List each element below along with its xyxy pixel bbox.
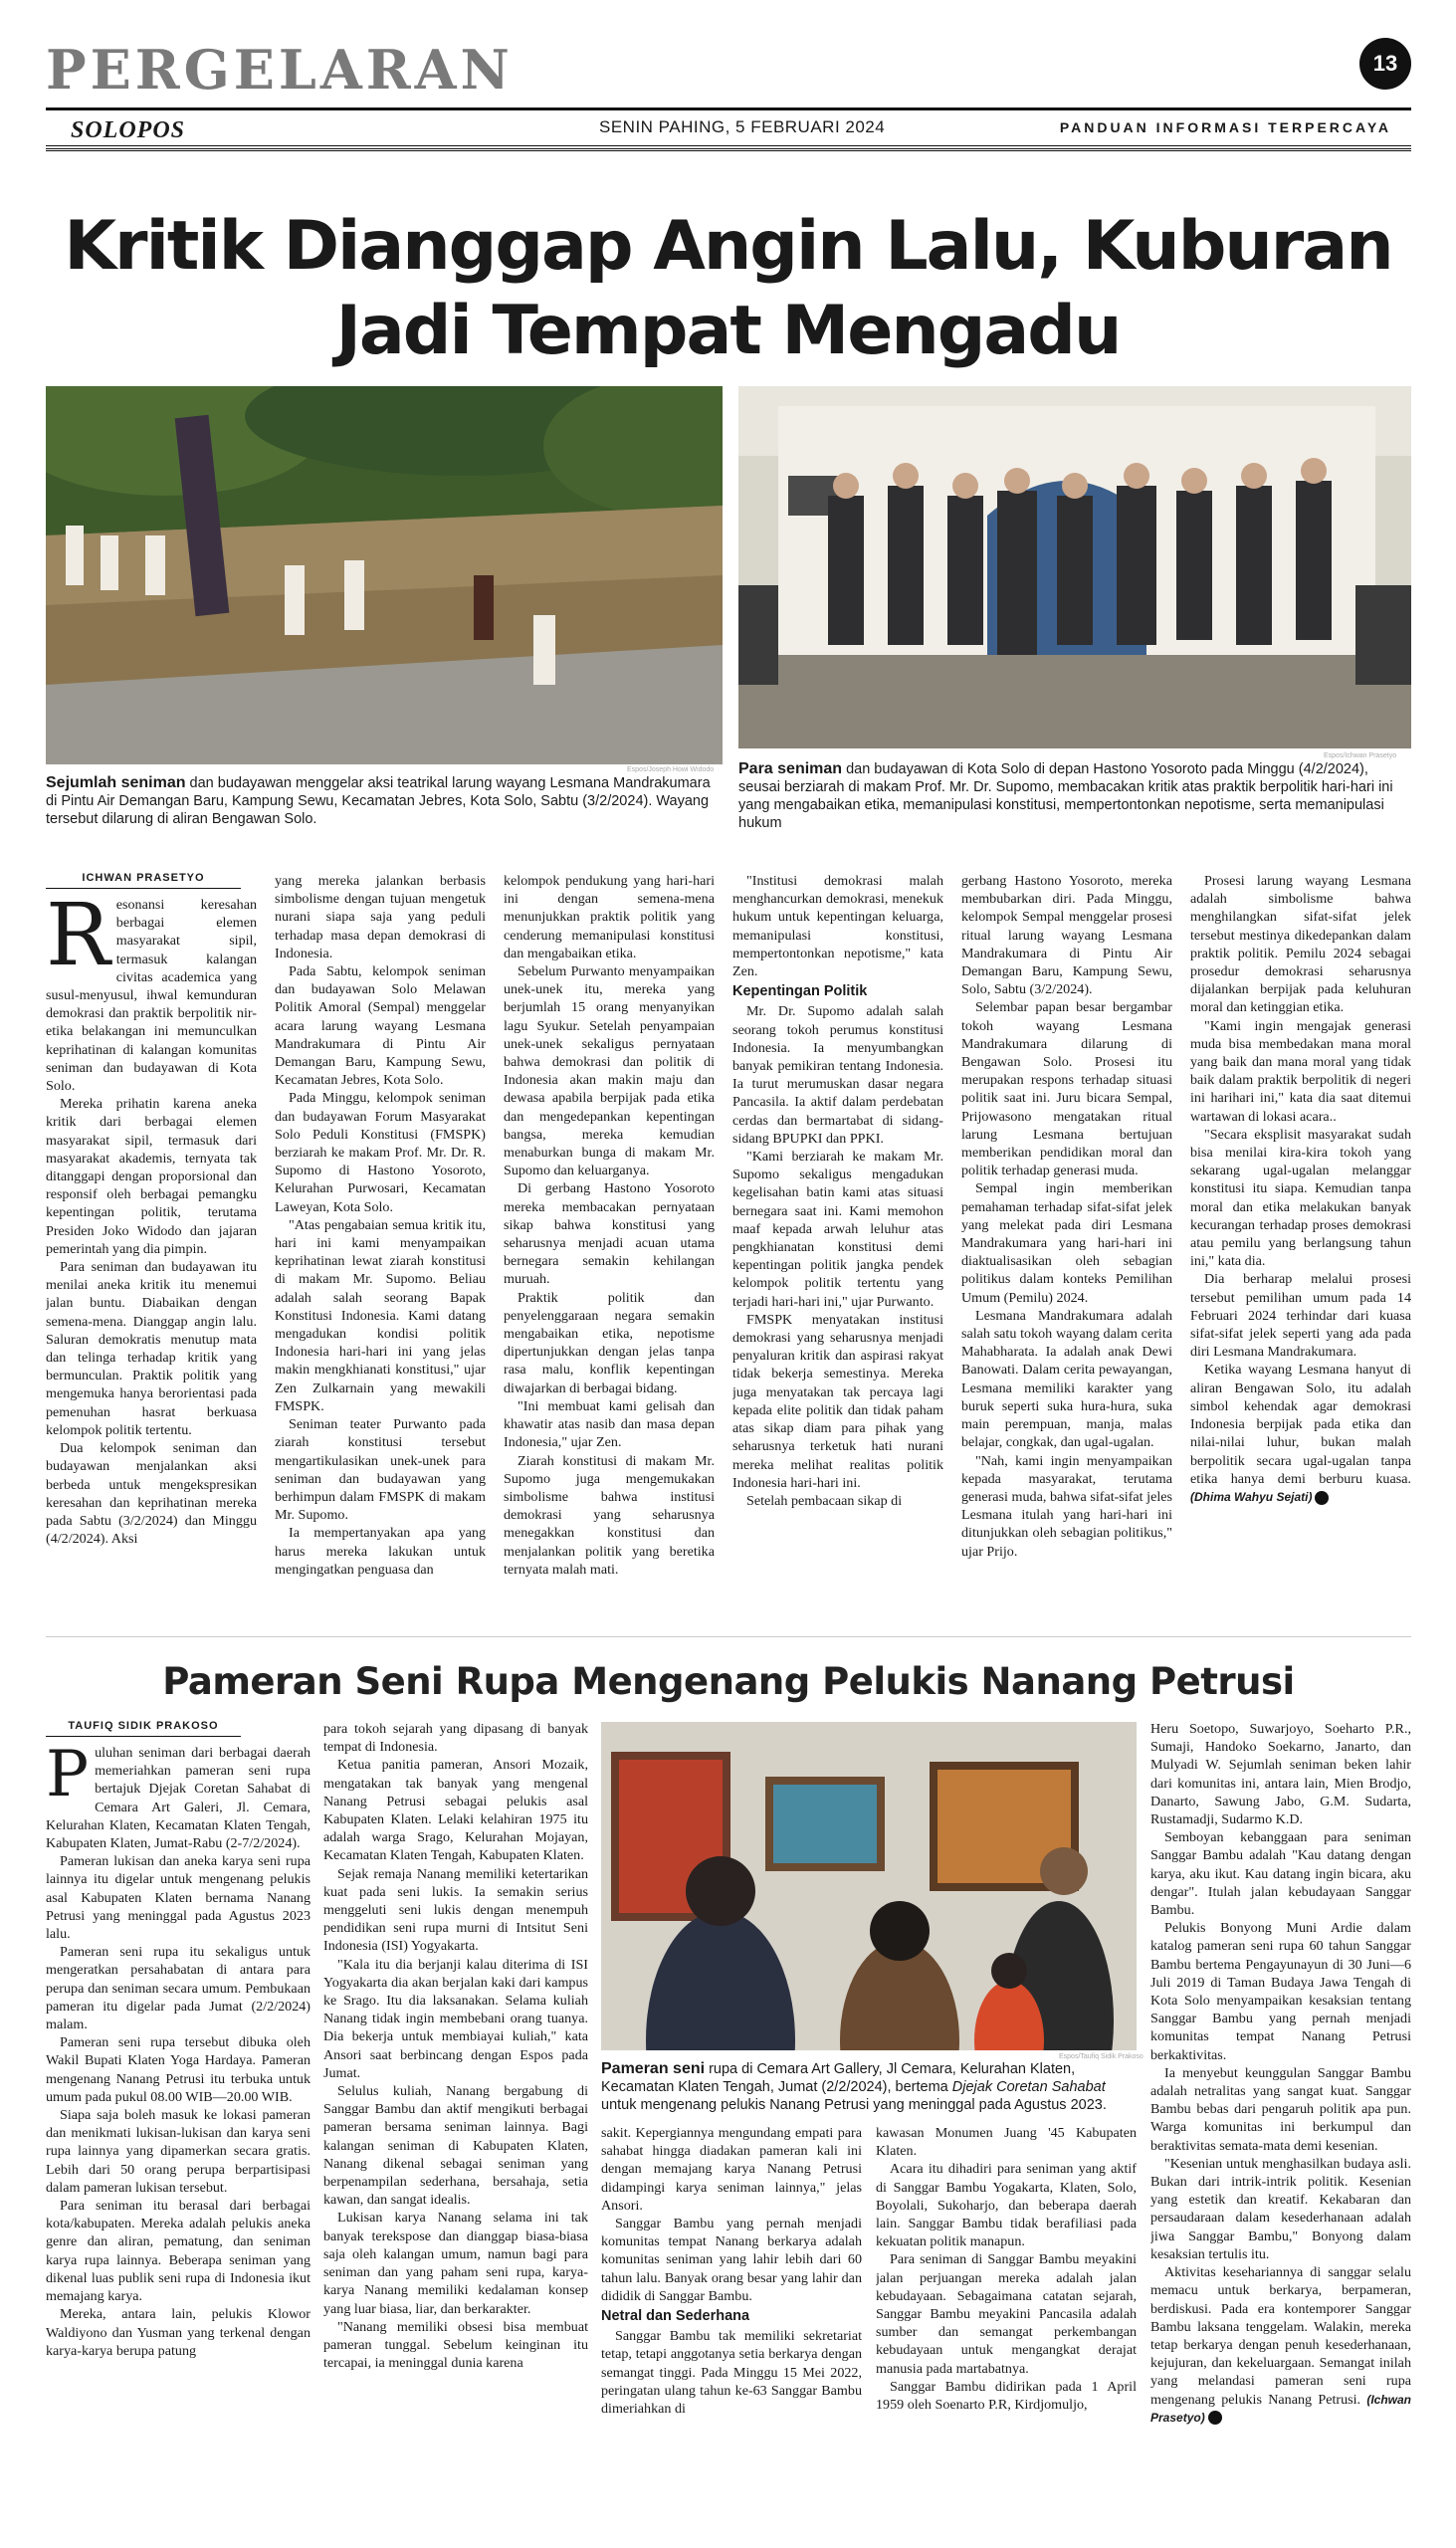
paragraph: Sempal ingin memberikan pemahaman terhadap sifat-sifat jelek yang melekat pada diri Lesmana Mandrakumara yang hari-hari ini diaktualisasikan oleh sebagian politikus dalam konteks Pemilihan Umum (Pemilu) 2024.	[961, 1180, 1172, 1306]
article2-signature: (Ichwan Prasetyo)	[1150, 2392, 1411, 2425]
paragraph: "Secara eksplisit masyarakat sudah bisa menilai kira-kira tokoh yang sekarang ugal-ugalan melanggar konstitusi itu siapa. Kemudian tanpa moral dan etika melakukan banyak kecurangan terhadap proses demokrasi atau pemilu yang berlangsung tahun ini," kata dia.	[1190, 1126, 1411, 1270]
paragraph: Sejak remaja Nanang memiliki ketertarikan kuat pada seni lukis. Ia semakin serius menggeluti seni lukis dengan menempuh pendidikan seni rupa murni di Intsitut Seni Indonesia (ISI) Yogyakarta.	[323, 1865, 588, 1955]
paragraph: FMSPK menyatakan institusi demokrasi yang seharusnya menjadi penyaluran kritik dan aspirasi rakyat tidak bekerja semestinya. Mereka juga menyatakan tak percaya lagi kepada elite politik dan tidak paham atas sikap diam para pihak yang seharusnya terketuk hati nurani mereka melihat realitas politik Indonesia hari-hari ini.	[732, 1311, 943, 1491]
article2-column-3	[601, 2124, 862, 2506]
masthead-double-rule	[46, 145, 1411, 151]
paragraph: esonansi keresahan berbagai elemen masyarakat sipil, termasuk kalangan civitas academica yang susul-menyusul, ihwal kemunduran demokrasi dan praktik berpolitik nir-etika belakangan ini memunculkan keprihatinan di kalangan komunitas seniman dan budayawan di Kota Solo.	[46, 897, 257, 1095]
paragraph: Heru Soetopo, Suwarjoyo, Soeharto P.R., Sumaji, Handoko Soekarno, Janarto, dan Mulyadi W. Sejumlah seniman beken lahir dari komunitas ini, antara lain, Mien Brodjo, Danarto, Sawung Jabo, G.M. Sudarta, Rustamadji, Sudarmo K.D.	[1150, 1721, 1411, 1828]
paragraph: Ketika wayang Lesmana hanyut di aliran Bengawan Solo, itu adalah simbol kehendak agar demokrasi Indonesia berpijak pada etika dan nilai-nilai luhur, bukan malah berpolitik secara ugal-ugalan tanpa etika hanya demi berburu kuasa.	[1190, 1362, 1411, 1487]
photo2-caption	[738, 760, 1411, 832]
paragraph: Dua kelompok seniman dan budayawan menjalankan aksi berbeda untuk mengekspresikan keresahan dan keprihatinan mereka pada Sabtu (3/2/2024) dan Minggu (4/2/2024). Aksi	[46, 1440, 257, 1548]
article2-subheading: Netral dan Sederhana	[601, 2308, 750, 2325]
second-headline: Pameran Seni Rupa Mengenang Pelukis Nanang Petrusi	[162, 1660, 1295, 1703]
art-gallery-illustration	[601, 1722, 1137, 2050]
photo3-credit: Espos/Taufiq Sidik Prakoso	[1059, 2053, 1144, 2060]
paragraph: uluhan seniman dari berbagai daerah memeriahkan pameran seni rupa bertajuk Djejak Coretan Sahabat di Cemara Art Galeri, Jl. Cemara, Kelurahan Klaten, Kecamatan Klaten Tengah, Kabupaten Klaten, Jumat-Rabu (2-7/2/2024).	[46, 1745, 311, 1852]
paragraph: Mr. Dr. Supomo adalah salah seorang tokoh perumus konstitusi Indonesia. Ia menyumbangkan banyak pemikiran tentang Indonesia. Ia turut merumuskan dasar negara Pancasila. Ia aktif dalam perdebatan cerdas dan bermartabat di sidang-sidang BPUPKI dan PPKI.	[732, 1003, 943, 1147]
paragraph: Praktik politik dan penyelenggaraan negara semakin mengabaikan etika, nepotisme dipertunjukkan dengan jelas tanpa rasa malu, konflik kepentingan diwajarkan di berbagai bidang.	[504, 1289, 715, 1396]
article2-column-5	[1150, 1720, 1411, 2506]
paragraph: Para seniman itu berasal dari berbagai kota/kabupaten. Mereka adalah pelukis aneka genre dan aliran, pematung, dan seniman karya rupa lainnya. Beberapa seniman yang dikenal luas publik seni rupa di Indonesia ikut memajang karya.	[46, 2198, 311, 2305]
paragraph: Sanggar Bambu tak memiliki sekretariat tetap, tetapi anggotanya setia berkarya dengan semangat tinggi. Pada Minggu 15 Mei 2022, peringatan ulang tahun ke-63 Sanggar Bambu dimeriahkan di	[601, 2328, 862, 2418]
river-ritual-illustration	[46, 386, 723, 764]
paragraph: "Kala itu dia berjanji kalau diterima di ISI Yogyakarta dia akan berjalan kaki dari kampus ke Srago. Itu dia laksanakan. Selama kuliah Nanang tidak ingin membebani orang tuanya. Dia bekerja untuk membiayai kuliah," kata Ansori saat berbincang dengan Espos pada Jumat.	[323, 1956, 588, 2081]
article2-column-1	[46, 1744, 311, 2505]
photo3-caption-lead: Pameran seni	[601, 2060, 706, 2077]
paragraph: Sanggar Bambu didirikan pada 1 April 1959 oleh Soenarto P.R, Kirdjomuljo,	[876, 2378, 1137, 2414]
section-separator	[46, 1636, 1411, 1637]
paragraph: Pelukis Bonyong Muni Ardie dalam katalog pameran seni rupa 60 tahun Sanggar Bambu bertema Pengayunayun di 30 Juni—6 Juli 2019 di Taman Budaya Jawa Tengah di Kota Solo menyampaikan kesaksian tentang Sanggar Bambu yang pernah menjadi komunitas tempat Nanang Petrusi berkaktivitas.	[1150, 1920, 1411, 2063]
paragraph: Acara itu dihadiri para seniman yang aktif di Sanggar Bambu Yogakarta, Klaten, Solo, Boyolali, Sukoharjo, dan beberapa daerah lain. Sanggar Bambu tidak berafiliasi pada kekuatan politik manapun.	[876, 2161, 1137, 2250]
article1-column-3	[504, 872, 715, 1628]
paragraph: Selulus kuliah, Nanang bergabung di Sanggar Bambu dan aktif mengikuti berbagai pameran bersama seniman lainnya. Bagi kalangan seniman di Kabupaten Klaten, Nanang dikenal sebagai seniman yang berpenampilan sederhana, bersahaja, setia kawan, dan sangat idealis.	[323, 2083, 588, 2209]
photo2-caption-text: dan budayawan di Kota Solo di depan Hastono Yosoroto pada Minggu (4/2/2024), seusai berziarah di makam Prof. Mr. Dr. Supomo, membacakan kritik atas praktik berpolitik hari-hari ini yang mengabaikan etika, memanipulasi konstitusi, mempertontonkan nepotisme, serta memanipulasi hukum	[738, 761, 1393, 831]
paragraph: Pameran lukisan dan aneka karya seni rupa lainnya itu digelar untuk mengenang pelukis asal Kabupaten Klaten bernama Nanang Petrusi yang meninggal pada Agustus 2023 lalu.	[46, 1853, 311, 1943]
drop-cap: R	[46, 896, 110, 985]
photo3-caption-end: untuk mengenang pelukis Nanang Petrusi yang meninggal pada Agustus 2023.	[601, 2097, 1107, 2113]
article1-column-6	[1190, 872, 1411, 1630]
paragraph: Ia mempertanyakan apa yang harus mereka lakukan untuk mengingatkan penguasa dan	[275, 1525, 486, 1578]
page-number-badge: 13	[1359, 38, 1411, 90]
paragraph: Ia menyebut keunggulan Sanggar Bambu adalah netralitas yang sangat kuat. Sanggar Bambu bebas dari pengaruh politik apa pun. Warga komunitas ini berkumpul dan beraktivitas semata-mata demi kesenian.	[1150, 2064, 1411, 2154]
article1-column-1	[46, 896, 257, 1627]
article2-byline: TAUFIQ SIDIK PRAKOSO	[46, 1720, 241, 1737]
paragraph: kawasan Monumen Juang '45 Kabupaten Klaten.	[876, 2125, 1137, 2160]
section-rubric: PERGELARAN	[46, 38, 514, 102]
main-headline: Kritik Dianggap Angin Lalu, Kuburan Jadi Tempat Mengadu	[64, 207, 1392, 370]
paragraph: yang mereka jalankan berbasis simbolisme dengan tujuan mengetuk nurani siapa saja yang peduli terhadap masa depan demokrasi di Indonesia.	[275, 873, 486, 961]
paragraph: Dia berharap melalui prosesi tersebut pemilihan umum pada 14 Februari 2024 terhindar dari kuasa sifat-sifat jelek seperti yang ada pada diri Lesmana Mandrakumara.	[1190, 1271, 1411, 1361]
paragraph: gerbang Hastono Yosoroto, mereka membubarkan diri. Pada Minggu, kelompok Sempal menggelar prosesi ritual larung wayang Lesmana Mandrakumara di Pintu Air Demangan Baru, Kampung Sewu, Solo, Sabtu (3/2/2024).	[961, 873, 1172, 998]
paragraph: Selembar papan besar bergambar tokoh wayang Lesmana Mandrakumara dilarung di Bengawan Solo. Prosesi itu merupakan respons terhadap situasi politik saat ini. Juru bicara Sempal, Prijowasono mengatakan ritual larung Lesmana bertujuan memberikan pendidikan moral dan politik terhadap generasi muda.	[961, 999, 1172, 1179]
paragraph: "Nah, kami ingin menyampaikan kepada masyarakat, terutama generasi muda, bahwa sifat-sifat jeles Lesmana itulah yang hari-hari ini ditunjukkan oleh sebagian politikus," ujar Prijo.	[961, 1452, 1172, 1560]
paragraph: kelompok pendukung yang hari-hari ini dengan semena-mena menunjukkan praktik politik yang cenderung memanipulasi konstitusi dan mengabaikan etika.	[504, 873, 715, 961]
article2-column-4	[876, 2124, 1137, 2506]
paragraph: Pameran seni rupa itu sekaligus untuk mengeratkan persahabatan di antara para perupa dan seniman secara umum. Pembukaan pameran itu digelar pada Jumat (2/2/2024) malam.	[46, 1944, 311, 2033]
photo3-caption	[601, 2060, 1139, 2114]
article1-byline: ICHWAN PRASETYO	[46, 872, 241, 889]
masthead-rule	[46, 107, 1411, 110]
paragraph: Pada Sabtu, kelompok seniman dan budayawan Solo Melawan Politik Amoral (Sempal) menggelar acara larung wayang Lesmana Mandrakumara di Pintu Air Demangan Baru, Kampung Sewu, Kecamatan Jebres, Kota Solo.	[275, 963, 486, 1089]
paragraph: Para seniman di Sanggar Bambu meyakini jalan perjuangan mereka adalah jalan kebudayaan. Sebagaimana catatan sejarah, Sanggar Bambu meyakini Pancasila adalah sumber dan semangat perkembangan kebudayaan untuk mengangkat derajat manusia pada martabatnya.	[876, 2251, 1137, 2377]
paragraph: Sebelum Purwanto menyampaikan unek-unek itu, mereka yang berjumlah 15 orang menyanyikan lagu Syukur. Setelah penyampaian unek-unek sekaligus pernyataan bahwa demokrasi dan politik di Indonesia akan makin maju dan dewasa apabila berpijak pada etika dan mengedepankan kepentingan bangsa, mereka kemudian menaburkan bunga di makam Mr. Supomo dan keluarganya.	[504, 963, 715, 1179]
photo2-credit: Espos/Ichwan Prasetyo	[1324, 752, 1397, 759]
paragraph: Ketua panitia pameran, Ansori Mozaik, mengatakan tak banyak yang mengenal Nanang Petrusi sebagai pelukis asal Kabupaten Klaten. Lelaki kelahiran 1975 itu adalah warga Srago, Kelurahan Mojayan, Kecamatan Klaten Tengah, Kabupaten Klaten.	[323, 1757, 588, 1864]
article1-signature: (Dhima Wahyu Sejati)	[1190, 1489, 1313, 1504]
paragraph: para tokoh sejarah yang dipasang di banyak tempat di Indonesia.	[323, 1721, 588, 1756]
photo-river-ritual	[46, 386, 723, 764]
paragraph: Semboyan kebanggaan para seniman Sanggar Bambu adalah "Kau datang dengan karya, aku ikut. Kau datang ingin bicara, aku dengar". Itulah jalan kebudayaan Sanggar Bambu.	[1150, 1829, 1411, 1919]
photo1-credit: Espos/Joseph Howi Widodo	[627, 766, 715, 773]
article1-column-2	[275, 872, 486, 1628]
photo1-caption-text: dan budayawan menggelar aksi teatrikal larung wayang Lesmana Mandrakumara di Pintu Air Demangan Baru, Kampung Sewu, Kecamatan Jebres, Kota Solo, Sabtu (3/2/2024). Wayang tersebut dilarung di aliran Bengawan Solo.	[46, 775, 711, 827]
masthead	[46, 38, 1411, 149]
edition-date: SENIN PAHING, 5 FEBRUARI 2024	[599, 117, 886, 136]
paragraph: Para seniman dan budayawan itu menilai aneka kritik itu menemui jalan buntu. Diabaikan dengan semena-mena. Dianggap angin lalu. Saluran demokratis menutup mata dan telinga terhadap kritik yang bermunculan. Praktik politik yang mengemuka hanya berorientasi pada pemenuhan hasrat berkuasa kelompok politik tertentu.	[46, 1259, 257, 1438]
paragraph: Ziarah konstitusi di makam Mr. Supomo juga mengemukakan simbolisme bahwa institusi demokrasi yang seharusnya menegakkan konstitusi dan menjalankan politik yang beretika ternyata malah mati.	[504, 1452, 715, 1578]
article1-column-5	[961, 872, 1172, 1628]
paragraph: Lesmana Mandrakumara adalah salah satu tokoh wayang dalam cerita Mahabharata. Ia adalah anak Dewi Banowati. Dalam cerita pewayangan, Lesmana memiliki karakter yang buruk seperti suka hura-hura, suka main perempuan, manja, malas belajar, congkak, dan ugal-ugalan.	[961, 1307, 1172, 1451]
photo1-caption-lead: Sejumlah seniman	[46, 774, 186, 791]
article1-subheading: Kepentingan Politik	[732, 983, 868, 1000]
photo-art-gallery	[601, 1722, 1137, 2050]
end-mark-icon	[1315, 1491, 1329, 1505]
article1-column-4	[732, 872, 943, 1628]
end-mark-icon	[1208, 2411, 1222, 2425]
paragraph: Lukisan karya Nanang selama ini tak banyak terekspose dan dianggap biasa-biasa saja oleh kalangan umum, namun bagi para seniman dan yang paham seni rupa, karya-karya Nanang memiliki kedalaman konsep yang luar biasa, liar, dan berkarakter.	[323, 2210, 588, 2317]
paragraph: Di gerbang Hastono Yosoroto mereka membacakan pernyataan sikap bahwa konstitusi yang seharusnya menjadi acuan utama bernegara semakin kehilangan muruah.	[504, 1180, 715, 1288]
paragraph: Prosesi larung wayang Lesmana adalah simbolisme bahwa menghilangkan sifat-sifat jelek tersebut mestinya dikedepankan dalam praktik politik. Pemilu 2024 sebagai prosedur demokrasi seharusnya dijalankan berpijak pada keluhuran moral dan ketinggian etika.	[1190, 873, 1411, 1016]
paragraph: Mereka prihatin karena aneka kritik dari berbagai elemen masyarakat sipil, termasuk dari masyarakat akademis, ternyata tak ditanggapi dengan proporsional dan responsif oleh berbagai pemangku kepentingan politik, terutama Presiden Joko Widodo dan jajaran pemerintah yang dia pimpin.	[46, 1096, 257, 1257]
paragraph: Setelah pembacaan sikap di	[746, 1492, 903, 1509]
paragraph: "Institusi demokrasi malah menghancurkan demokrasi, menekuk hukum untuk kepentingan keluarga, memanipulasi konstitusi, mempertontonkan nepotisme," kata Zen.	[732, 873, 943, 980]
photo3-caption-text: rupa di Cemara Art Gallery, Jl Cemara, Kelurahan Klaten, Kecamatan Klaten Tengah, Jumat (2/2/2024), bertema	[601, 2061, 1076, 2095]
photo-group-at-gate	[738, 386, 1411, 748]
paragraph: Sanggar Bambu yang pernah menjadi komunitas tempat Nanang berkarya adalah komunitas seniman yang lahir lebih dari 60 tahun lalu. Banyak orang besar yang lahir dan dididik di Sanggar Bambu.	[601, 2216, 862, 2304]
masthead-tagline: PANDUAN INFORMASI TERPERCAYA	[1059, 119, 1391, 135]
paragraph: "Nanang memiliki obsesi bisa membuat pameran tunggal. Sebelum keinginan itu tercapai, ia meninggal dunia karena	[323, 2318, 588, 2372]
photo3-caption-italic: Djejak Coretan Sahabat	[951, 2079, 1106, 2095]
paragraph: Mereka, antara lain, pelukis Klowor Waldiyono dan Yusman yang terkenal dengan karya-karya berupa patung	[46, 2306, 311, 2359]
paragraph: Seniman teater Purwanto pada ziarah konstitusi tersebut mengartikulasikan unek-unek para seniman dan budayawan yang berhimpun dalam FMSPK di makam Mr. Supomo.	[275, 1416, 486, 1524]
paragraph: Siapa saja boleh masuk ke lokasi pameran dan menikmati lukisan-lukisan dan karya seni rupa lainnya yang dipamerkan secara gratis. Lebih dari 50 orang perupa berpartisipasi dalam pameran lukisan tersebut.	[46, 2107, 311, 2196]
paragraph: "Kami berziarah ke makam Mr. Supomo sekaligus mengadukan kegelisahan batin kami atas situasi bernegara saat ini. Kami memohon maaf kepada arwah leluhur atas pengkhianatan konstitusi demi kepentingan politik jangka pendek kelompok politik tertentu yang terjadi hari-hari ini," ujar Purwanto.	[732, 1149, 943, 1310]
paragraph: "Atas pengabaian semua kritik itu, hari ini kami menyampaikan keprihatinan lewat ziarah konstitusi di makam Mr. Supomo. Beliau adalah salah seorang Bapak Konstitusi Indonesia. Kami datang mengadukan kondisi politik Indonesia hari-hari ini yang jelas makin mengkhianati konstitusi," ujar Zen Zulkarnain yang mewakili FMSPK.	[275, 1216, 486, 1414]
paragraph: sakit. Kepergiannya mengundang empati para sahabat hingga diadakan pameran kali ini dengan memajang karya Nanang Petrusi didampingi karya seniman lainnya," jelas Ansori.	[601, 2125, 862, 2214]
paragraph: Pada Minggu, kelompok seniman dan budayawan Forum Masyarakat Solo Peduli Konstitusi (FMSPK) berziarah ke makam Prof. Mr. Dr. R. Supomo di Hastono Yosoroto, Kelurahan Purwosari, Kecamatan Laweyan, Kota Solo.	[275, 1090, 486, 1215]
drop-cap: P	[46, 1744, 90, 1811]
newspaper-logo: SOLOPOS	[71, 117, 186, 143]
paragraph: Pameran seni rupa tersebut dibuka oleh Wakil Bupati Klaten Yoga Hardaya. Pameran mengenang Nanang Petrusi itu terbuka untuk umum pada pukul 08.00 WIB—20.00 WIB.	[46, 2034, 311, 2105]
group-at-gate-illustration	[738, 386, 1411, 748]
paragraph: "Kami ingin mengajak generasi muda bisa membedakan mana moral yang baik dan mana moral yang tidak baik dalam praktik berpolitik di negeri ini harihari ini," kata dia saat ditemui wartawan di lokasi acara..	[1190, 1017, 1411, 1125]
paragraph: Aktivitas kesehariannya di sanggar selalu memacu untuk berkarya, berpameran, berdiskusi. Pada era kontemporer Sanggar Bambu laksana tenggelam. Walakin, mereka tetap berkarya dengan penuh kesederhanaan, kejujuran, dan kekeluargaan. Semangat inilah yang melandasi pameran seni rupa mengenang pelukis Nanang Petrusi.	[1150, 2264, 1411, 2408]
article2-column-2	[323, 1720, 588, 2506]
paragraph: "Kesenian untuk menghasilkan budaya asli. Bukan dari intrik-intrik politik. Kesenian yang estetik dan kreatif. Kekabaran dan persaudaraan dalam kesederhanaan adalah jiwa Sanggar Bambu," Bonyong dalam kesaksian tertulis itu.	[1150, 2155, 1411, 2262]
photo1-caption	[46, 774, 723, 828]
paragraph: "Ini membuat kami gelisah dan khawatir atas nasib dan masa depan Indonesia," ujar Zen.	[504, 1397, 715, 1451]
photo2-caption-lead: Para seniman	[738, 760, 843, 777]
